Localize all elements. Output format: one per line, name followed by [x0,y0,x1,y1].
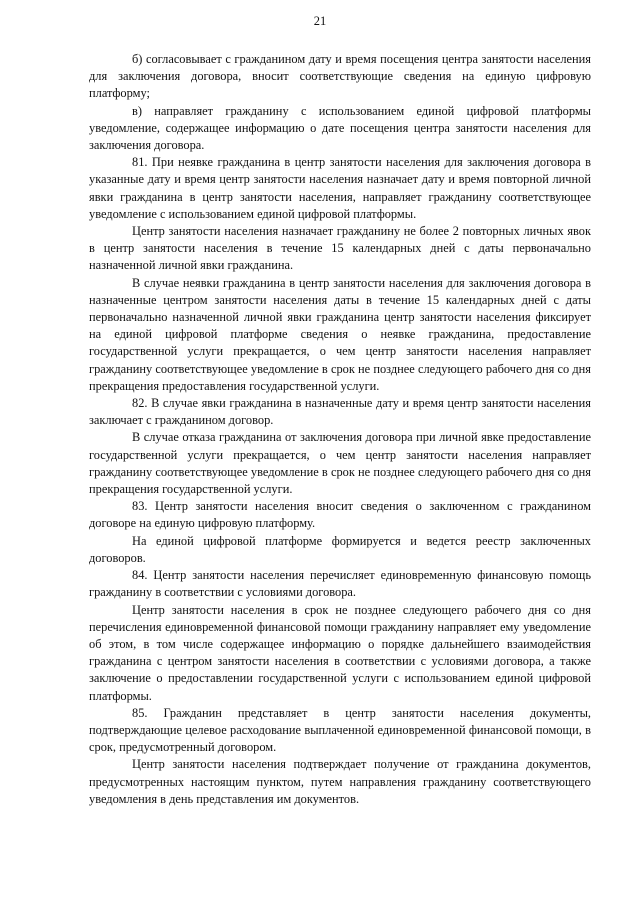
paragraph-82: 82. В случае явки гражданина в назначенные дату и время центр занятости населения заключает с гражданином договор. [89,396,591,428]
paragraph-85: 85. Гражданин представляет в центр занятости населения документы, подтверждающие целевое расходование выплаченной единовременной финансовой помощи, в срок, предусмотренный договором. [89,705,591,755]
paragraph-84: 84. Центр занятости населения перечисляет единовременную финансовую помощь гражданину в соответствии с условиями договора. [89,568,591,600]
paragraph-b: б) согласовывает с гражданином дату и время посещения центра занятости населения для заключения договора, вносит соответствующие сведения на единую цифровую платформу; [89,52,591,101]
paragraph-81-repeat-visits: Центр занятости населения назначает гражданину не более 2 повторных личных явок в центр занятости населения в течение 15 календарных дней с даты первоначально назначенной личной явки гражданина. [89,224,591,273]
paragraph-v: в) направляет гражданину с использованием единой цифровой платформы уведомление, содержащее информацию о дате посещения центра занятости населения для заключения договора. [89,103,591,153]
paragraph-84-notification: Центр занятости населения в срок не позднее следующего рабочего дня со дня перечисления единовременной финансовой помощи гражданину направляет ему уведомление об этом, в том числе содержащее информацию о порядке дальнейшего взаимодействия гражданина с центром занятости населения в соответствии с условиями договора, а также заключение о предоставлении государственной услуги с использованием единой цифровой платформы. [89,602,591,703]
page-number: 21 [313,14,327,28]
paragraph-83-registry: На единой цифровой платформе формируется и ведется реестр заключенных договоров. [89,533,591,565]
paragraph-81: 81. При неявке гражданина в центр занятости населения для заключения договора в указанные дату и время центр занятости населения назначает дату и время повторной личной явки гражданина в центр занятости населения, направляет гражданину соответствующее уведомление с использованием единой цифровой платформы. [89,155,591,221]
paragraph-83: 83. Центр занятости населения вносит сведения о заключенном с гражданином договоре на единую цифровую платформу. [89,499,591,531]
paragraph-82-refusal: В случае отказа гражданина от заключения договора при личной явке предоставление государственной услуги прекращается, о чем центр занятости населения направляет гражданину соответствующее уведомление в срок не позднее следующего рабочего дня со дня прекращения государственной услуги. [89,430,591,497]
paragraph-81-nonappearance: В случае неявки гражданина в центр занятости населения для заключения договора в назначенные центром занятости населения даты в течение 15 календарных дней с даты первоначально назначенной личной явки гражданина центр занятости населения фиксирует на единой цифровой платформе сведения о неявке гражданина, предоставление государственной услуги прекращается, о чем центр занятости населения направляет гражданину соответствующее уведомление в срок не позднее следующего рабочего дня со дня прекращения предоставления государственной услуги. [89,275,591,393]
document-body [89,51,591,808]
paragraph-85-confirmation: Центр занятости населения подтверждает получение от гражданина документов, предусмотренных настоящим пунктом, путем направления гражданину соответствующего уведомления в день представления им документов. [89,757,591,806]
